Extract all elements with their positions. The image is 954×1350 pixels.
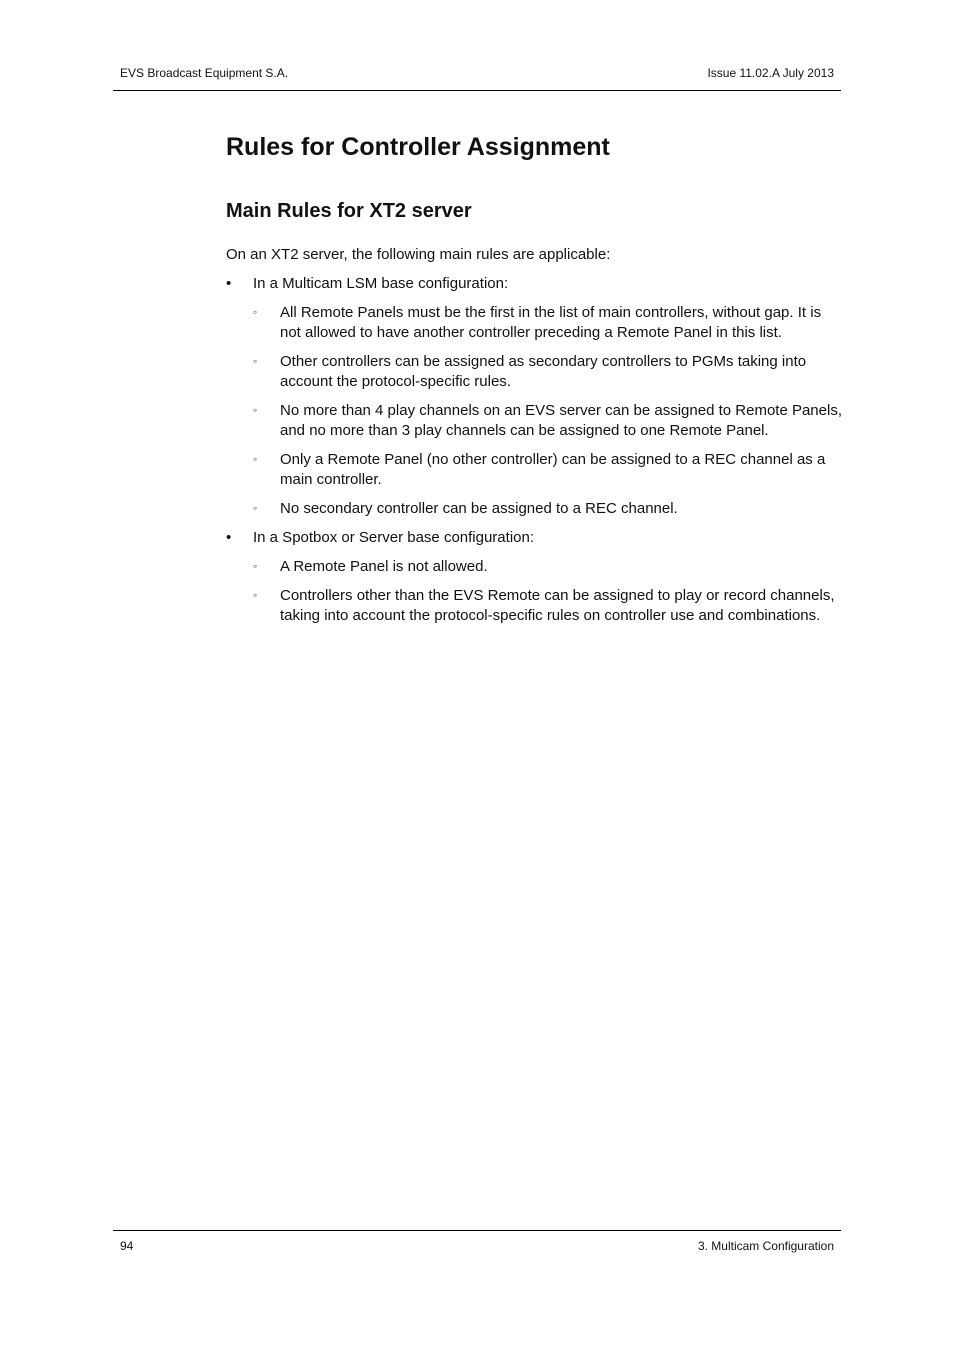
sub-rules-list bbox=[253, 303, 844, 519]
header-issue: Issue 11.02.A July 2013 bbox=[707, 66, 834, 80]
list-item-text: No secondary controller can be assigned to a REC channel. bbox=[280, 500, 678, 517]
list-item bbox=[253, 450, 844, 490]
sub-bullet-icon: ◦ bbox=[253, 305, 258, 319]
list-item bbox=[226, 274, 844, 519]
list-item-text: In a Spotbox or Server base configuration: bbox=[253, 529, 535, 546]
section-intro: On an XT2 server, the following main rules are applicable: bbox=[226, 246, 611, 263]
list-item-text: Only a Remote Panel (no other controller) can be assigned to a REC channel as a main controller. bbox=[280, 451, 826, 488]
sub-bullet-icon: ◦ bbox=[253, 559, 258, 573]
bullet-icon: • bbox=[226, 529, 232, 546]
sub-bullet-icon: ◦ bbox=[253, 501, 258, 515]
list-item bbox=[253, 352, 844, 392]
sub-bullet-icon: ◦ bbox=[253, 403, 258, 417]
page-number: 94 bbox=[120, 1239, 134, 1253]
list-item bbox=[253, 557, 844, 577]
list-item bbox=[253, 499, 844, 519]
list-item-text: A Remote Panel is not allowed. bbox=[280, 558, 488, 575]
list-item bbox=[253, 401, 844, 441]
list-item bbox=[226, 528, 844, 626]
page-title: Rules for Controller Assignment bbox=[226, 133, 610, 161]
sub-bullet-icon: ◦ bbox=[253, 452, 258, 466]
rules-list bbox=[226, 274, 844, 626]
sub-rules-list bbox=[253, 557, 844, 626]
list-item bbox=[253, 303, 844, 343]
page-header bbox=[113, 66, 841, 91]
list-item-text: Other controllers can be assigned as secondary controllers to PGMs taking into account the protocol-specific rules. bbox=[280, 353, 807, 390]
list-item-text: In a Multicam LSM base configuration: bbox=[253, 275, 509, 292]
page-footer bbox=[113, 1230, 841, 1253]
list-item-text: All Remote Panels must be the first in the list of main controllers, without gap. It is not allowed to have another controller preceding a Remote Panel in this list. bbox=[280, 304, 822, 341]
footer-chapter: 3. Multicam Configuration bbox=[697, 1239, 834, 1253]
section-heading: Main Rules for XT2 server bbox=[226, 200, 472, 222]
list-item-text: Controllers other than the EVS Remote can be assigned to play or record channels, taking into account the protocol-specific rules on controller use and combinations. bbox=[280, 587, 835, 624]
sub-bullet-icon: ◦ bbox=[253, 588, 258, 602]
main-content bbox=[226, 130, 844, 635]
list-item-text: No more than 4 play channels on an EVS server can be assigned to Remote Panels, and no more than 3 play channels can be assigned to one Remote Panel. bbox=[280, 402, 842, 439]
sub-bullet-icon: ◦ bbox=[253, 354, 258, 368]
bullet-icon: • bbox=[226, 275, 232, 292]
header-publisher: EVS Broadcast Equipment S.A. bbox=[120, 66, 289, 80]
list-item bbox=[253, 586, 844, 626]
